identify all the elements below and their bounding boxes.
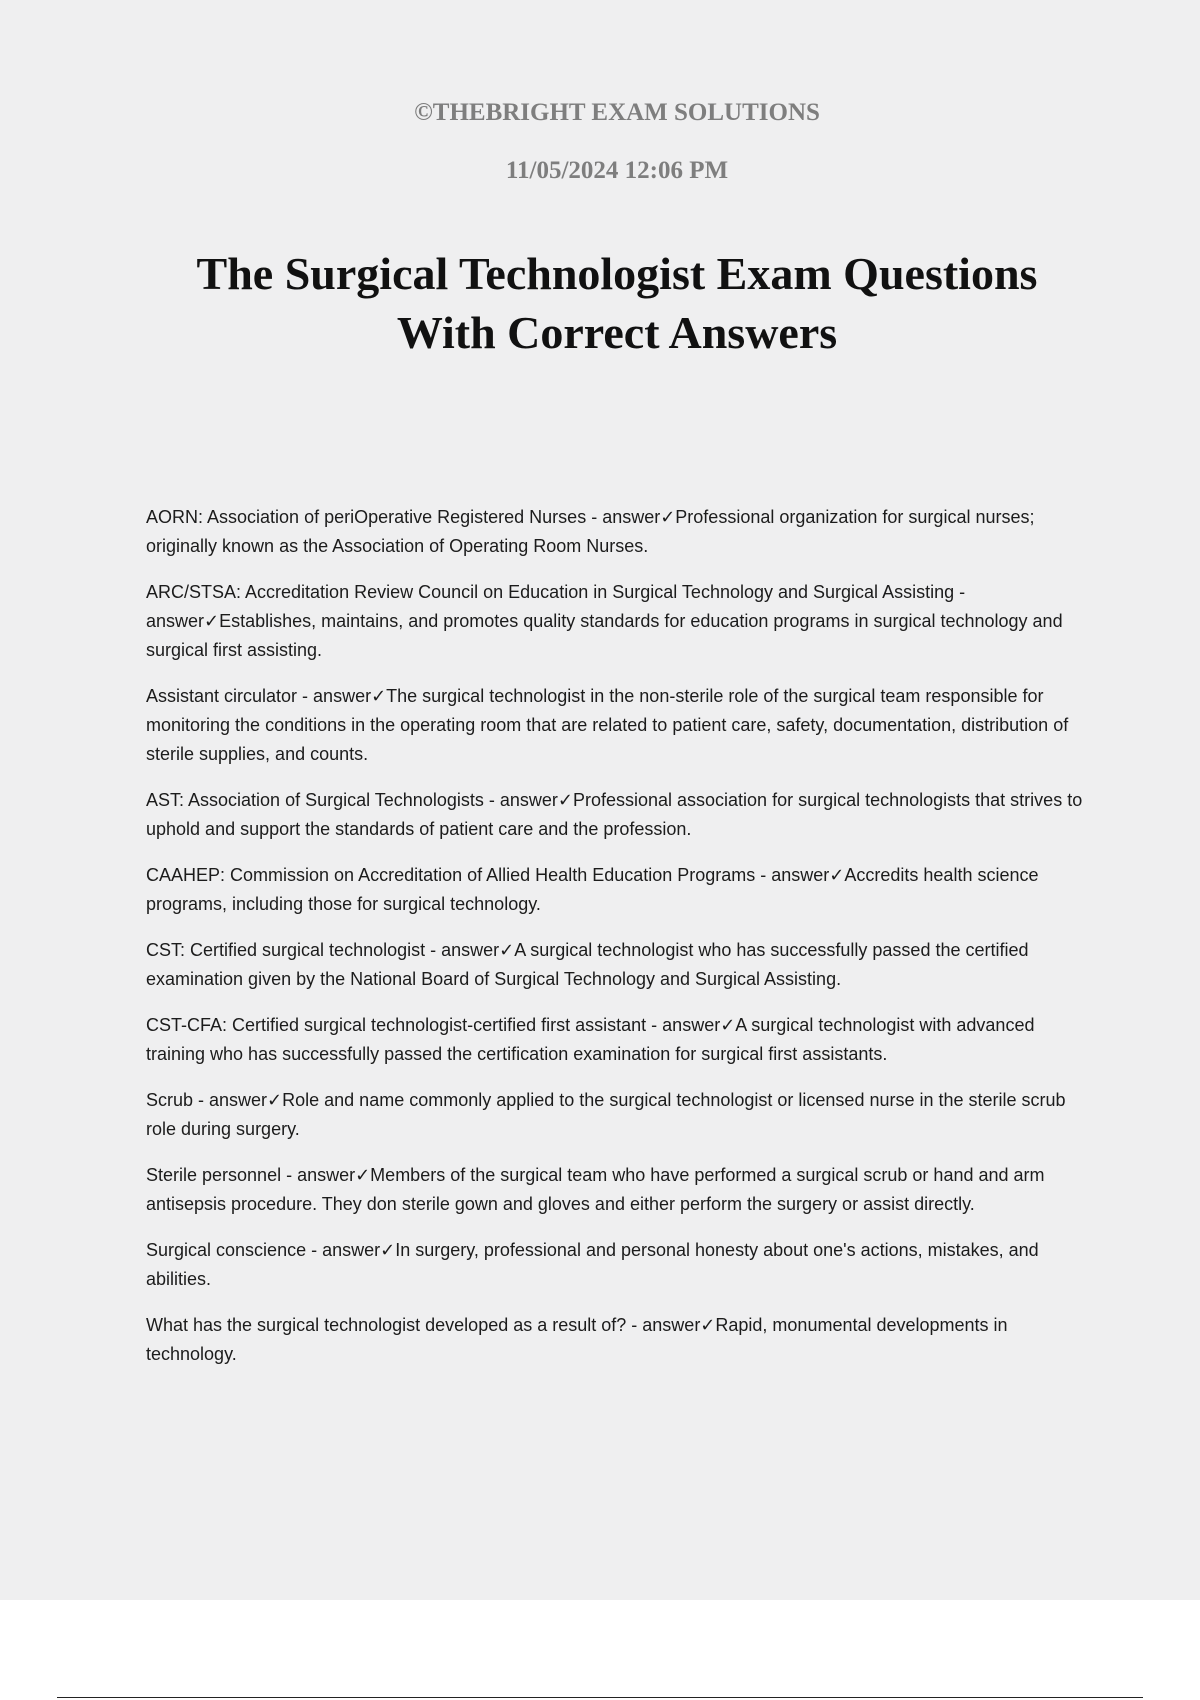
qa-entry-caahep: CAAHEP: Commission on Accreditation of Allied Health Education Programs - answer✓Accredits health science programs, including those for surgical technology. [146, 865, 1039, 914]
title-line-1: The Surgical Technologist Exam Questions [196, 248, 1038, 299]
document-title [0, 244, 1200, 362]
watermark-brand: ©THEBRIGHT EXAM SOLUTIONS [414, 99, 820, 126]
qa-list [146, 503, 1091, 1386]
document-datetime: 11/05/2024 12:06 PM [505, 157, 729, 184]
footer-divider [57, 1697, 1143, 1698]
qa-entry-technology-developments: What has the surgical technologist developed as a result of? - answer✓Rapid, monumental developments in technology. [146, 1315, 1008, 1364]
qa-entry-assistant-circulator: Assistant circulator - answer✓The surgical technologist in the non-sterile role of the surgical team responsible for monitoring the conditions in the operating room that are related to patient care, safety, documentation, distribution of sterile supplies, and counts. [146, 686, 1069, 764]
qa-entry-sterile-personnel: Sterile personnel - answer✓Members of the surgical team who have performed a surgical scrub or hand and arm antisepsis procedure. They don sterile gown and gloves and either perform the surgery or assist directly. [146, 1165, 1045, 1214]
title-line-2: With Correct Answers [396, 307, 838, 358]
qa-entry-aorn: AORN: Association of periOperative Registered Nurses - answer✓Professional organization for surgical nurses; originally known as the Association of Operating Room Nurses. [146, 507, 1035, 556]
qa-entry-cst: CST: Certified surgical technologist - answer✓A surgical technologist who has successfully passed the certified examination given by the National Board of Surgical Technology and Surgical Assisting. [146, 940, 1029, 989]
qa-entry-cst-cfa: CST-CFA: Certified surgical technologist-certified first assistant - answer✓A surgical technologist with advanced training who has successfully passed the certification examination for surgical first assistants. [146, 1015, 1035, 1064]
qa-entry-scrub: Scrub - answer✓Role and name commonly applied to the surgical technologist or licensed nurse in the sterile scrub role during surgery. [146, 1090, 1066, 1139]
qa-entry-arc-stsa: ARC/STSA: Accreditation Review Council on Education in Surgical Technology and Surgical Assisting - answer✓Establishes, maintains, and promotes quality standards for education programs in surgical technology and surgical first assisting. [146, 582, 1063, 660]
qa-entry-ast: AST: Association of Surgical Technologists - answer✓Professional association for surgical technologists that strives to uphold and support the standards of patient care and the profession. [146, 790, 1083, 839]
qa-entry-surgical-conscience: Surgical conscience - answer✓In surgery, professional and personal honesty about one's actions, mistakes, and abilities. [146, 1240, 1039, 1289]
